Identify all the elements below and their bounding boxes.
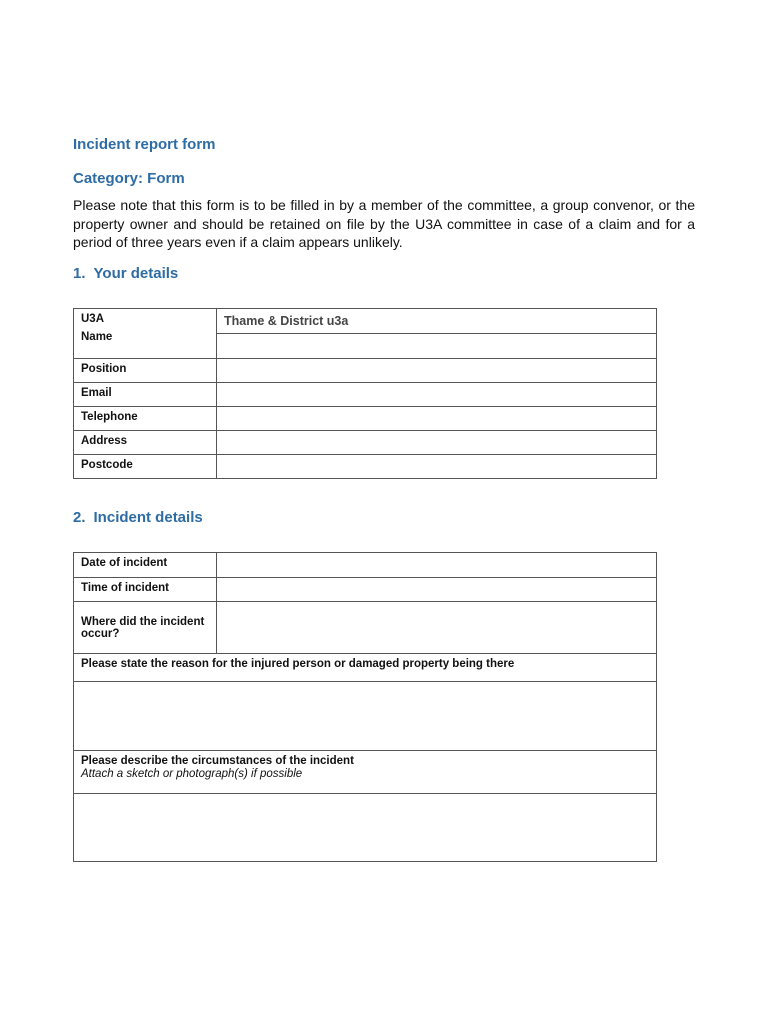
- where-incident-label: Where did the incident occur?: [74, 602, 217, 654]
- circumstances-note: Attach a sketch or photograph(s) if possible: [81, 768, 303, 780]
- document-title: Incident report form: [73, 136, 216, 153]
- address-label: Address: [74, 431, 217, 455]
- address-input[interactable]: [217, 431, 657, 455]
- circumstances-label-cell: [74, 751, 657, 794]
- section-incident-details-heading: [73, 509, 203, 526]
- section-title: Your details: [93, 265, 179, 282]
- position-input[interactable]: [217, 359, 657, 383]
- circumstances-label: Please describe the circumstances of the incident: [81, 755, 354, 767]
- date-of-incident-label: Date of incident: [74, 553, 217, 578]
- postcode-label: Postcode: [74, 455, 217, 479]
- u3a-label: U3A: [81, 313, 105, 325]
- section-number: 1.: [73, 265, 86, 282]
- time-of-incident-input[interactable]: [217, 578, 657, 602]
- section-your-details-heading: [73, 265, 178, 282]
- email-label: Email: [74, 383, 217, 407]
- incident-details-table: [73, 552, 657, 862]
- telephone-input[interactable]: [217, 407, 657, 431]
- position-label: Position: [74, 359, 217, 383]
- u3a-name-value-cell[interactable]: [217, 309, 657, 359]
- telephone-label: Telephone: [74, 407, 217, 431]
- section-title: Incident details: [93, 509, 203, 526]
- category-heading: Category: Form: [73, 170, 185, 187]
- date-of-incident-input[interactable]: [217, 553, 657, 578]
- u3a-name-label-cell: [74, 309, 217, 359]
- name-label: Name: [81, 331, 113, 343]
- where-incident-input[interactable]: [217, 602, 657, 654]
- u3a-value: Thame & District u3a: [217, 309, 656, 334]
- your-details-table: [73, 308, 657, 479]
- intro-paragraph: Please note that this form is to be filled in by a member of the committee, a group convenor, or the property owner and should be retained on file by the U3A committee in case of a claim and for a period of three years even if a claim appears unlikely.: [73, 197, 695, 250]
- postcode-input[interactable]: [217, 455, 657, 479]
- name-input[interactable]: [217, 334, 656, 358]
- section-number: 2.: [73, 509, 86, 526]
- email-input[interactable]: [217, 383, 657, 407]
- circumstances-input[interactable]: [74, 794, 657, 862]
- reason-input[interactable]: [74, 682, 657, 751]
- time-of-incident-label: Time of incident: [74, 578, 217, 602]
- reason-label: Please state the reason for the injured person or damaged property being there: [74, 654, 657, 682]
